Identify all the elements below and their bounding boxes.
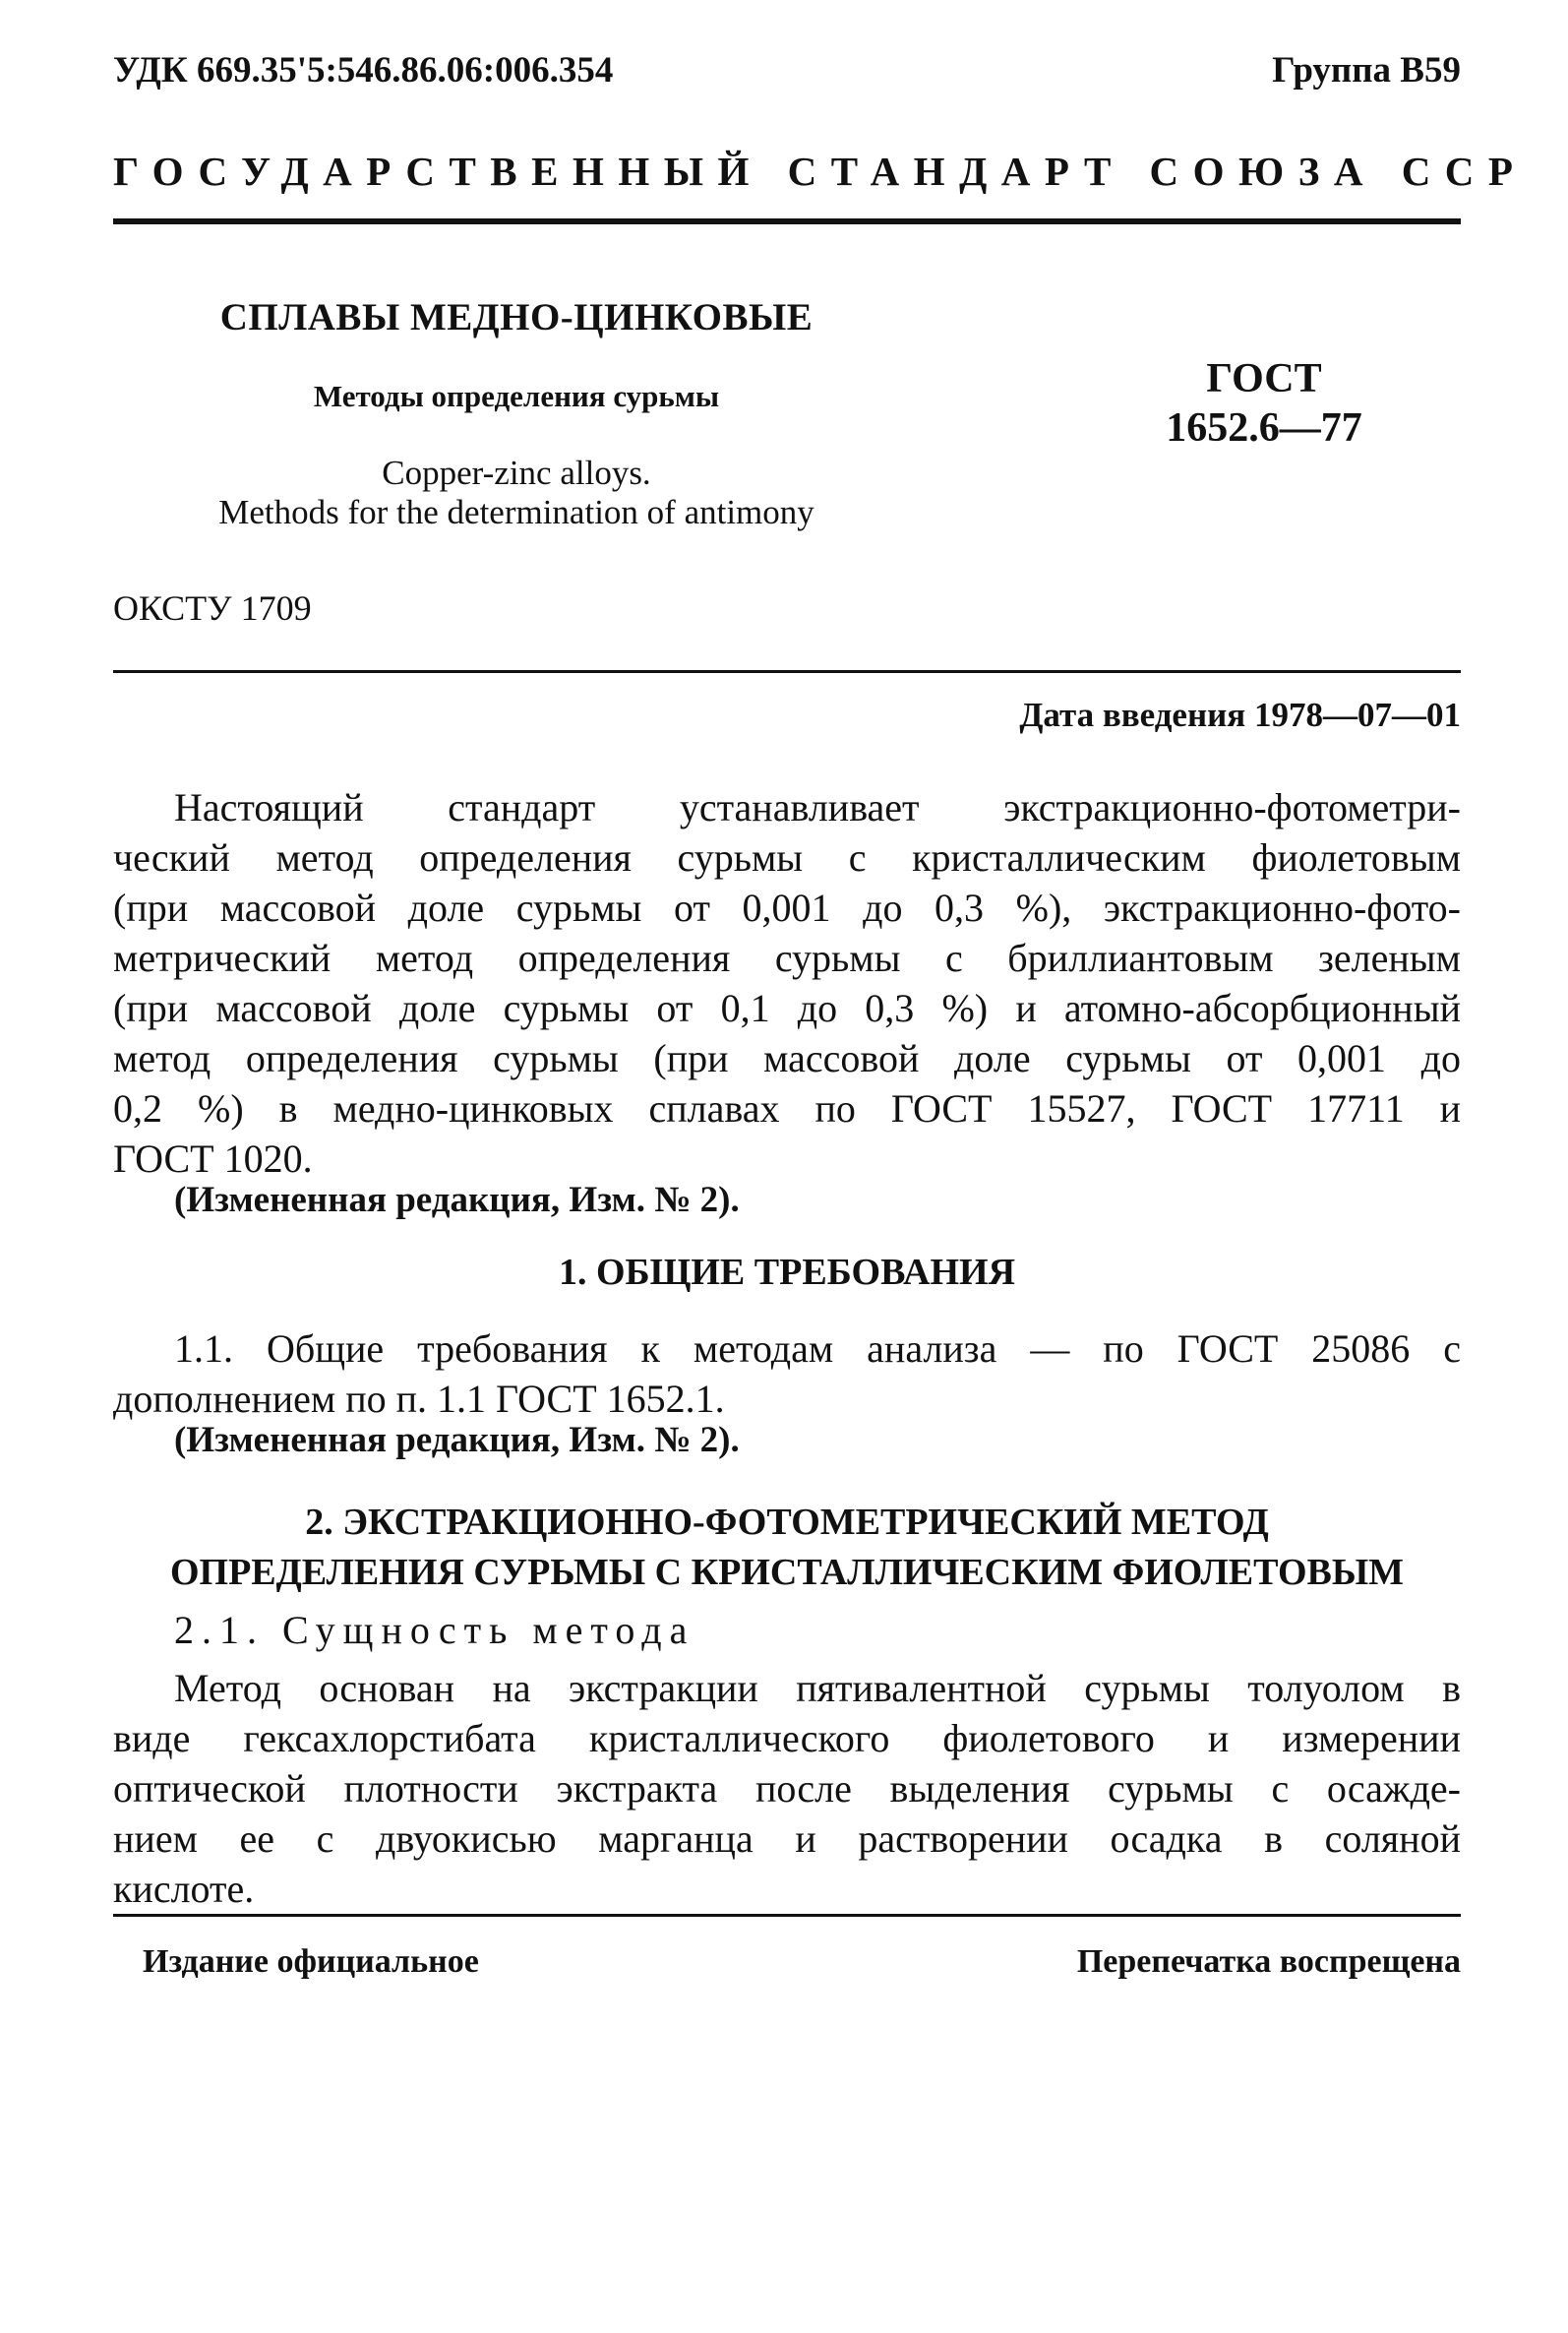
text-line: дополнением по п. 1.1 ГОСТ 1652.1. xyxy=(113,1377,725,1421)
gost-designation xyxy=(1087,354,1441,454)
section-2-heading xyxy=(113,1498,1461,1598)
footer-rule xyxy=(113,1914,1461,1917)
title-block xyxy=(113,295,920,532)
header xyxy=(113,49,1461,92)
header-rule xyxy=(113,218,1461,224)
section-1-paragraph xyxy=(113,1323,1461,1424)
document-subtitle: Методы определения сурьмы xyxy=(313,379,720,413)
gov-standard-title: ГОСУДАРСТВЕННЫЙ СТАНДАРТ СОЮЗА ССР xyxy=(113,149,1528,194)
section-2-heading-line-1: 2. ЭКСТРАКЦИОННО-ФОТОМЕТРИЧЕСКИЙ МЕТОД xyxy=(305,1502,1269,1543)
section-1-heading: 1. ОБЩИЕ ТРЕБОВАНИЯ xyxy=(558,1252,1016,1293)
text-line: кислоте. xyxy=(113,1867,255,1911)
okstu-code: ОКСТУ 1709 xyxy=(113,588,312,628)
text-line: метод определения сурьмы (при массовой доле сурьмы от 0,001 до xyxy=(113,1036,1461,1080)
english-title-line-1: Copper-zinc alloys. xyxy=(382,454,651,492)
text-line: ГОСТ 1020. xyxy=(113,1136,313,1181)
group-code: Группа В59 xyxy=(1272,50,1461,91)
edition-official: Издание официальное xyxy=(143,1943,479,1980)
text-line: 1.1. Общие требования к методам анализа — по ГОСТ 25086 с xyxy=(174,1326,1461,1371)
text-line: виде гексахлорстибата кристаллического фиолетового и измерении xyxy=(113,1716,1461,1760)
text-line: нием ее с двуокисью марганца и растворении осадка в соляной xyxy=(113,1816,1461,1861)
text-line: (при массовой доле сурьмы от 0,1 до 0,3 %) и атомно-абсорбционный xyxy=(113,986,1461,1030)
intro-paragraph xyxy=(113,782,1461,1184)
english-title-line-2: Methods for the determination of antimony xyxy=(218,493,814,531)
text-line: 0,2 %) в медно-цинковых сплавах по ГОСТ 15527, ГОСТ 17711 и xyxy=(113,1086,1461,1131)
udk-code: УДК 669.35'5:546.86.06:006.354 xyxy=(113,50,614,91)
gost-label: ГОСТ xyxy=(1206,356,1322,401)
intro-date: Дата введения 1978—07—01 xyxy=(1019,696,1461,734)
edition-note: (Измененная редакция, Изм. № 2). xyxy=(174,1180,740,1220)
text-line: метрический метод определения сурьмы с бриллиантовым зеленым xyxy=(113,936,1461,980)
text-line: (при массовой доле сурьмы от 0,001 до 0,3 %), экстракционно-фото- xyxy=(113,886,1461,930)
document-page xyxy=(113,0,1528,2333)
text-line: Метод основан на экстракции пятивалентной сурьмы толуолом в xyxy=(174,1666,1461,1710)
text-line: оптической плотности экстракта после выделения сурьмы с осажде- xyxy=(113,1766,1461,1811)
document-title: СПЛАВЫ МЕДНО-ЦИНКОВЫЕ xyxy=(219,296,814,338)
edition-note: (Измененная редакция, Изм. № 2). xyxy=(174,1420,740,1460)
subsection-2-1-heading: 2.1. Сущность метода xyxy=(174,1608,695,1652)
text-line: ческий метод определения сурьмы с кристаллическим фиолетовым xyxy=(113,835,1461,880)
section-2-paragraph xyxy=(113,1663,1461,1914)
reprint-prohibited: Перепечатка воспрещена xyxy=(1076,1943,1461,1980)
footer xyxy=(113,1943,1461,1981)
section-2-heading-line-2: ОПРЕДЕЛЕНИЯ СУРЬМЫ С КРИСТАЛЛИЧЕСКИМ ФИОЛЕТОВЫМ xyxy=(169,1552,1405,1593)
title-rule xyxy=(113,670,1461,673)
gost-number: 1652.6—77 xyxy=(1166,405,1362,452)
text-line: Настоящий стандарт устанавливает экстракционно-фотометри- xyxy=(174,785,1461,829)
